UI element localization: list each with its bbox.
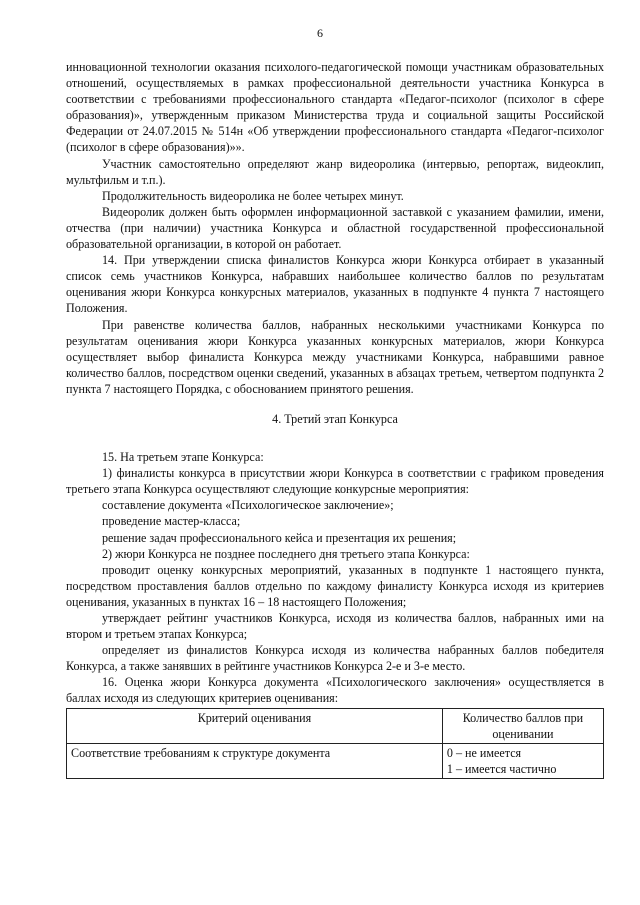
paragraph-jury-deadline: 2) жюри Конкурса не позднее последнего дня третьего этапа Конкурса:: [102, 546, 470, 561]
table-row: [67, 743, 604, 778]
score-option-0: 0 – не имеется: [446, 745, 522, 760]
paragraph-equal-scores: При равенстве количества баллов, набранных несколькими участниками Конкурса по результатам оценивания жюри Конкурса указанных конкурсных материалов, жюри Конкурса осуществляет выбор финалиста Конкурса между участниками Конкурса, набравшими равное количество баллов, посредством оценки сведений, указанных в абзацах третьем, четвертом подпункта 2 пункта 7 настоящего Порядка, с обоснованием принятого решения.: [66, 317, 604, 396]
paragraph-splash-screen: Видеоролик должен быть оформлен информационной заставкой с указанием фамилии, имени, отчества (при наличии) участника Конкурса и областной государственной профессиональной образовательной организации, в которой он работает.: [66, 204, 604, 252]
page-number: 6: [317, 26, 323, 40]
paragraph-innovation: инновационной технологии оказания психолого-педагогической помощи участникам образовательных отношений, осуществляемых в рамках профессиональной деятельности участника Конкурса в соответствии с требованиями профессионального стандарта «Педагог-психолог (психолог в сфере образования)», утвержденным приказом Министерства труда и социальной защиты Российской Федерации от 24.07.2015 № 514н «Об утверждении профессионального стандарта «Педагог-психолог (психолог в сфере образования)»».: [66, 60, 604, 155]
document-body: [66, 59, 604, 779]
paragraph-activity-case: решение задач профессионального кейса и презентация их решения;: [102, 530, 457, 545]
section-title: 4. Третий этап Конкурса: [272, 411, 398, 426]
criteria-table: [66, 708, 604, 779]
paragraph-duration: Продолжительность видеоролика не более четырех минут.: [102, 188, 404, 203]
table-header-row: [67, 708, 604, 743]
paragraph-item-14: 14. При утверждении списка финалистов Конкурса жюри Конкурса отбирает в указанный список семь участников Конкурса, набравших наибольшее количество баллов по результатам оценивания жюри Конкурса конкурсных материалов, указанных в подпункте 4 пункта 7 настоящего Положения.: [66, 253, 604, 316]
paragraph-genre: Участник самостоятельно определяют жанр видеоролика (интервью, репортаж, видеоклип, мультфильм и т.п.).: [66, 156, 604, 187]
score-option-1: 1 – имеется частично: [446, 761, 557, 776]
paragraph-finalists-activities: 1) финалисты конкурса в присутствии жюри Конкурса в соответствии с графиком проведения третьего этапа Конкурса осуществляют следующие конкурсные мероприятия:: [66, 466, 604, 497]
paragraph-activity-masterclass: проведение мастер-класса;: [102, 514, 241, 529]
row-score: [442, 743, 603, 778]
header-criteria: Критерий оценивания: [67, 708, 443, 743]
paragraph-jury-evaluation: проводит оценку конкурсных мероприятий, указанных в подпункте 1 настоящего пункта, посредством проставления баллов отдельно по каждому финалисту Конкурса исходя из критериев оценивания, указанных в пунктах 16 – 18 настоящего Положения;: [66, 562, 604, 609]
paragraph-item-16: 16. Оценка жюри Конкурса документа «Психологического заключения» осуществляется в баллах исходя из следующих критериев оценивания:: [66, 675, 604, 706]
paragraph-item-15: 15. На третьем этапе Конкурса:: [102, 450, 264, 465]
header-score: Количество баллов при оценивании: [442, 708, 603, 743]
paragraph-jury-winner: определяет из финалистов Конкурса исходя из количества набранных баллов победителя Конкурса, а также занявших в рейтинге участников Конкурса 2-е и 3-е место.: [66, 643, 604, 674]
paragraph-jury-rating: утверждает рейтинг участников Конкурса, исходя из количества баллов, набранных ими на втором и третьем этапах Конкурса;: [66, 611, 604, 642]
paragraph-activity-report: составление документа «Психологическое заключение»;: [102, 498, 394, 513]
row-criteria: Соответствие требованиям к структуре документа: [67, 743, 443, 778]
